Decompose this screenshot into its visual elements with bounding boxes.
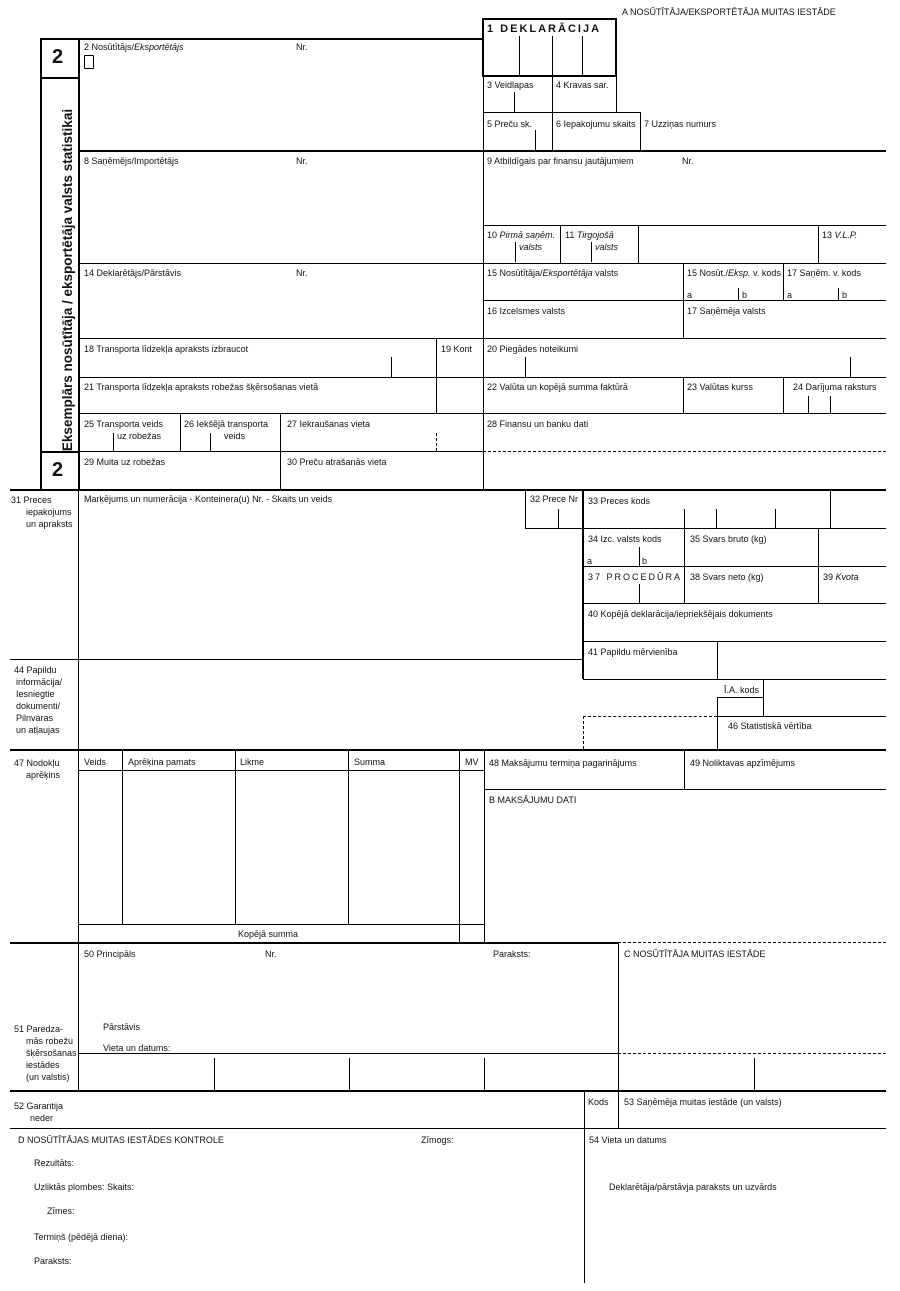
tax-col-base: Aprēķina pamats: [128, 757, 196, 767]
seals-label: Uzliktās plombes: Skaits:: [34, 1182, 135, 1192]
box-47-label: 47 Nodokļu: [14, 758, 60, 768]
signature-label: Paraksts:: [34, 1256, 72, 1266]
box-46-statistical-value: 46 Statistiskā vērtība: [728, 721, 812, 731]
tax-col-amount: Summa: [354, 757, 386, 767]
box-25-line2: uz robežas: [117, 431, 162, 441]
box-10-line2: valsts: [519, 242, 543, 252]
box-9-nr-label: Nr.: [682, 156, 694, 166]
box-33-commodity-code: 33 Preces kods: [588, 496, 651, 506]
stamp-label: Zīmogs:: [421, 1135, 454, 1145]
box-31-line3: un apraksts: [26, 519, 73, 529]
result-label: Rezultāts:: [34, 1158, 75, 1168]
box-21-transport-border: 21 Transporta līdzekļa apraksts robežas šķērsošanas vietā: [84, 382, 319, 392]
box-22-currency: 22 Valūta un kopējā summa faktūrā: [487, 382, 628, 392]
box-49-warehouse: 49 Noliktavas apzīmējums: [690, 758, 796, 768]
box-6-packages: 6 Iepakojumu skaits: [556, 119, 636, 129]
sub-a-15: a: [687, 290, 693, 300]
box-24-transaction: 24 Darījuma raksturs: [793, 382, 877, 392]
box-18-transport-departure: 18 Transporta līdzekļa apraksts izbraucot: [84, 344, 249, 354]
box-26-line2: veids: [224, 431, 246, 441]
box-15-dispatch-country: 15 Nosūtītāja/Eksportētāja valsts: [487, 268, 619, 278]
box-34-origin-code: 34 Izc. valsts kods: [588, 534, 662, 544]
box-47-line2: aprēķins: [26, 770, 61, 780]
box-26-inland-mode: 26 Iekšējā transporta: [184, 419, 269, 429]
sub-a-17: a: [787, 290, 793, 300]
representative-label: Pārstāvis: [103, 1022, 141, 1032]
box-5-items: 5 Preču sk.: [487, 119, 533, 129]
time-limit-label: Termiņš (pēdējā diena):: [34, 1232, 129, 1242]
sub-b-34: b: [642, 556, 648, 566]
box-15a-dispatch-code: 15 Nosūt./Eksp. v. kods: [687, 268, 781, 278]
box-28-financial-data: 28 Finansu un banku dati: [487, 419, 589, 429]
sub-a-34: a: [587, 556, 593, 566]
office-a-heading: A NOSŪTĪTĀJA/EKSPORTĒTĀJA MUITAS IESTĀDE: [622, 7, 836, 17]
box-31-label: 31 Preces: [11, 495, 52, 505]
box-13-cap: 13 V.L.P.: [822, 230, 858, 240]
box-8-nr-label: Nr.: [296, 156, 308, 166]
box-29-border-office: 29 Muita uz robežas: [84, 457, 166, 467]
box-8-consignee: 8 Saņēmējs/Importētājs: [84, 156, 179, 166]
box-17-destination: 17 Saņēmēja valsts: [687, 306, 766, 316]
box-17a-destination-code: 17 Saņēm. v. kods: [787, 268, 861, 278]
box-40-previous-document: 40 Kopējā deklarācija/iepriekšējais dokuments: [588, 609, 773, 619]
box-11-trading-country: 11 Tirgojošā: [565, 230, 614, 240]
box-41-supplementary-units: 41 Papildu mērvienība: [588, 647, 678, 657]
box-19-container: 19 Kont: [441, 344, 473, 354]
box-d-control: D NOSŪTĪTĀJAS MUITAS IESTĀDES KONTROLE: [18, 1135, 224, 1145]
box-7-reference: 7 Uzziņas numurs: [644, 119, 717, 129]
box-50-nr-label: Nr.: [265, 949, 277, 959]
copy-number-top: 2: [52, 46, 64, 68]
box-23-exchange-rate: 23 Valūtas kurss: [687, 382, 753, 392]
tax-col-mp: MV: [465, 757, 479, 767]
box-16-origin: 16 Izcelsmes valsts: [487, 306, 566, 316]
box-50-signature-label: Paraksts:: [493, 949, 531, 959]
box-32-item-no: 32 Prece Nr: [530, 494, 579, 504]
box-2-nr-label: Nr.: [296, 42, 308, 52]
box-20-delivery-terms: 20 Piegādes noteikumi: [487, 344, 579, 354]
box-30-goods-location: 30 Preču atrašanās vieta: [287, 457, 387, 467]
box-c-departure-office: C NOSŪTĪTĀJA MUITAS IESTĀDE: [624, 949, 766, 959]
sub-b-15: b: [742, 290, 748, 300]
box-37-procedure: 37 PROCEDŪRA: [588, 572, 683, 582]
box-53-destination-office: 53 Saņēmēja muitas iestāde (un valsts): [624, 1097, 782, 1107]
declarant-signature-label: Deklarētāja/pārstāvja paraksts un uzvārds: [609, 1182, 777, 1192]
box-38-net-mass: 38 Svars neto (kg): [690, 572, 764, 582]
box-52-guarantee: 52 Garantija: [14, 1101, 64, 1111]
tax-col-type: Veids: [84, 757, 107, 767]
box-b-accounting-details: B MAKSĀJUMU DATI: [489, 795, 577, 805]
sub-b-17: b: [842, 290, 848, 300]
tax-col-rate: Likme: [240, 757, 265, 767]
box-35-gross-mass: 35 Svars bruto (kg): [690, 534, 767, 544]
box-14-declarant: 14 Deklarētājs/Pārstāvis: [84, 268, 182, 278]
place-date-label: Vieta un datums:: [103, 1043, 171, 1053]
box-54-place-date: 54 Vieta un datums: [589, 1135, 667, 1145]
box-50-principal: 50 Principāls: [84, 949, 136, 959]
box-25-mode-border: 25 Transporta veids: [84, 419, 164, 429]
code-label: Kods: [588, 1097, 609, 1107]
box-27-loading-place: 27 Iekraušanas vieta: [287, 419, 371, 429]
tax-total-label: Kopējā summa: [238, 929, 299, 939]
box-2-consignor: 2 Nosūtītājs/Eksportētājs: [84, 42, 184, 52]
box-9-financial: 9 Atbildīgais par finansu jautājumiem: [487, 156, 634, 166]
copy-number-bottom: 2: [52, 459, 64, 481]
ia-code-label: Ī.A. kods: [724, 685, 760, 695]
box-31-line2: iepakojums: [26, 507, 72, 517]
identity-label: Zīmes:: [47, 1206, 75, 1216]
box-3-forms: 3 Veidlapas: [487, 80, 534, 90]
box-14-nr-label: Nr.: [296, 268, 308, 278]
box-4-loading-lists: 4 Kravas sar.: [556, 80, 609, 90]
box-11-line2: valsts: [595, 242, 619, 252]
box-52-line2: neder: [30, 1113, 54, 1123]
box-48-deferred-payment: 48 Maksājumu termiņa pagarinājums: [489, 758, 637, 768]
box-10-first-destination: 10 Pirmā saņēm.: [487, 230, 556, 240]
box-1-declaration: 1 DEKLARĀCIJA: [487, 23, 602, 35]
customs-declaration-form: A NOSŪTĪTĀJA/EKSPORTĒTĀJA MUITAS IESTĀDE 2 2 Eksemplārs nosūtītāja / eksportētāja valsts statistikai 1 DEKLARĀCIJA 2 Nosūtītājs/Eksportētājs Nr. 3 Veidlapas 4 Kravas sar. 5 Preču sk. 6 Iepakojumu skaits 7 Uzziņas numurs 8 Saņēmējs/Importētājs Nr. 9 Atbildīgais par finansu jautājumiem Nr. 10 Pirmā saņēm. valsts 11 Tirgojošā valsts 13 V.L.P. 14 Deklarētājs/Pārstāvis Nr. 15 Nosūtītāja/Eksportētāja valsts 15 Nosūt./Eksp. v. kods 17 Saņēm. v. kods a b a b 16 Izcelsmes valsts 17 Saņēmēja valsts 18 Transporta līdzekļa apraksts izbraucot 19 Kont 20 Piegādes noteikumi 21 Transporta līdzekļa apraksts robežas šķērsošanas vietā 22 Valūta un kopējā summa faktūrā 23 Valūtas kurss 24 Darījuma raksturs 25 Transporta veids uz robežas 26 Iekšējā transporta veids 27 Iekraušanas vieta 28 Finansu un banku dati 29 Muita uz robežas 30 Preču atrašanās vieta 31 Preces iepakojums un apraksts Marķējums un numerācija - Konteinera(u) Nr. - Skaits un veids 32 Prece Nr 33 Preces kods 34 Izc. valsts kods 35 Svars bruto (kg) a b 37 PROCEDŪRA 38 Svars neto (kg) 39 Kvota 40 Kopējā deklarācija/iepriekšējais dokuments 41 Papildu mērvienība 44 Papildu informācija/ Iesniegtie dokumenti/ Pilnvaras un atļaujas Ī.A. kods 46 Statistiskā vērtība 47 Nodokļu aprēķins Veids Aprēķina pamats Likme Summa MV Kopējā summa 48 Maksājumu termiņa pagarinājums 49 Noliktavas apzīmējums B MAKSĀJUMU DATI 50 Principāls Nr. Paraksts: C NOSŪTĪTĀJA MUITAS IESTĀDE Pārstāvis Vieta un datums: 51 Paredza- mās robežu šķērsošanas iestādes (un valstis) 52 Garantija neder Kods 53 Saņēmēja muitas iestāde (un valsts) D NOSŪTĪTĀJAS MUITAS IESTĀDES KONTROLE Zīmogs: 54 Vieta un datums Rezultāts: Uzliktās plombes: Skaits: Zīmes: Termiņš (pēdējā diena): Paraksts: Deklarētāja/pārstāvja paraksts un uzvārds: [0, 0, 900, 1291]
box-39-quota: 39 Kvota: [823, 572, 859, 582]
box-31-header: Marķējums un numerācija - Konteinera(u) Nr. - Skaits un veids: [84, 494, 333, 504]
checkbox-consignor[interactable]: [84, 55, 94, 69]
